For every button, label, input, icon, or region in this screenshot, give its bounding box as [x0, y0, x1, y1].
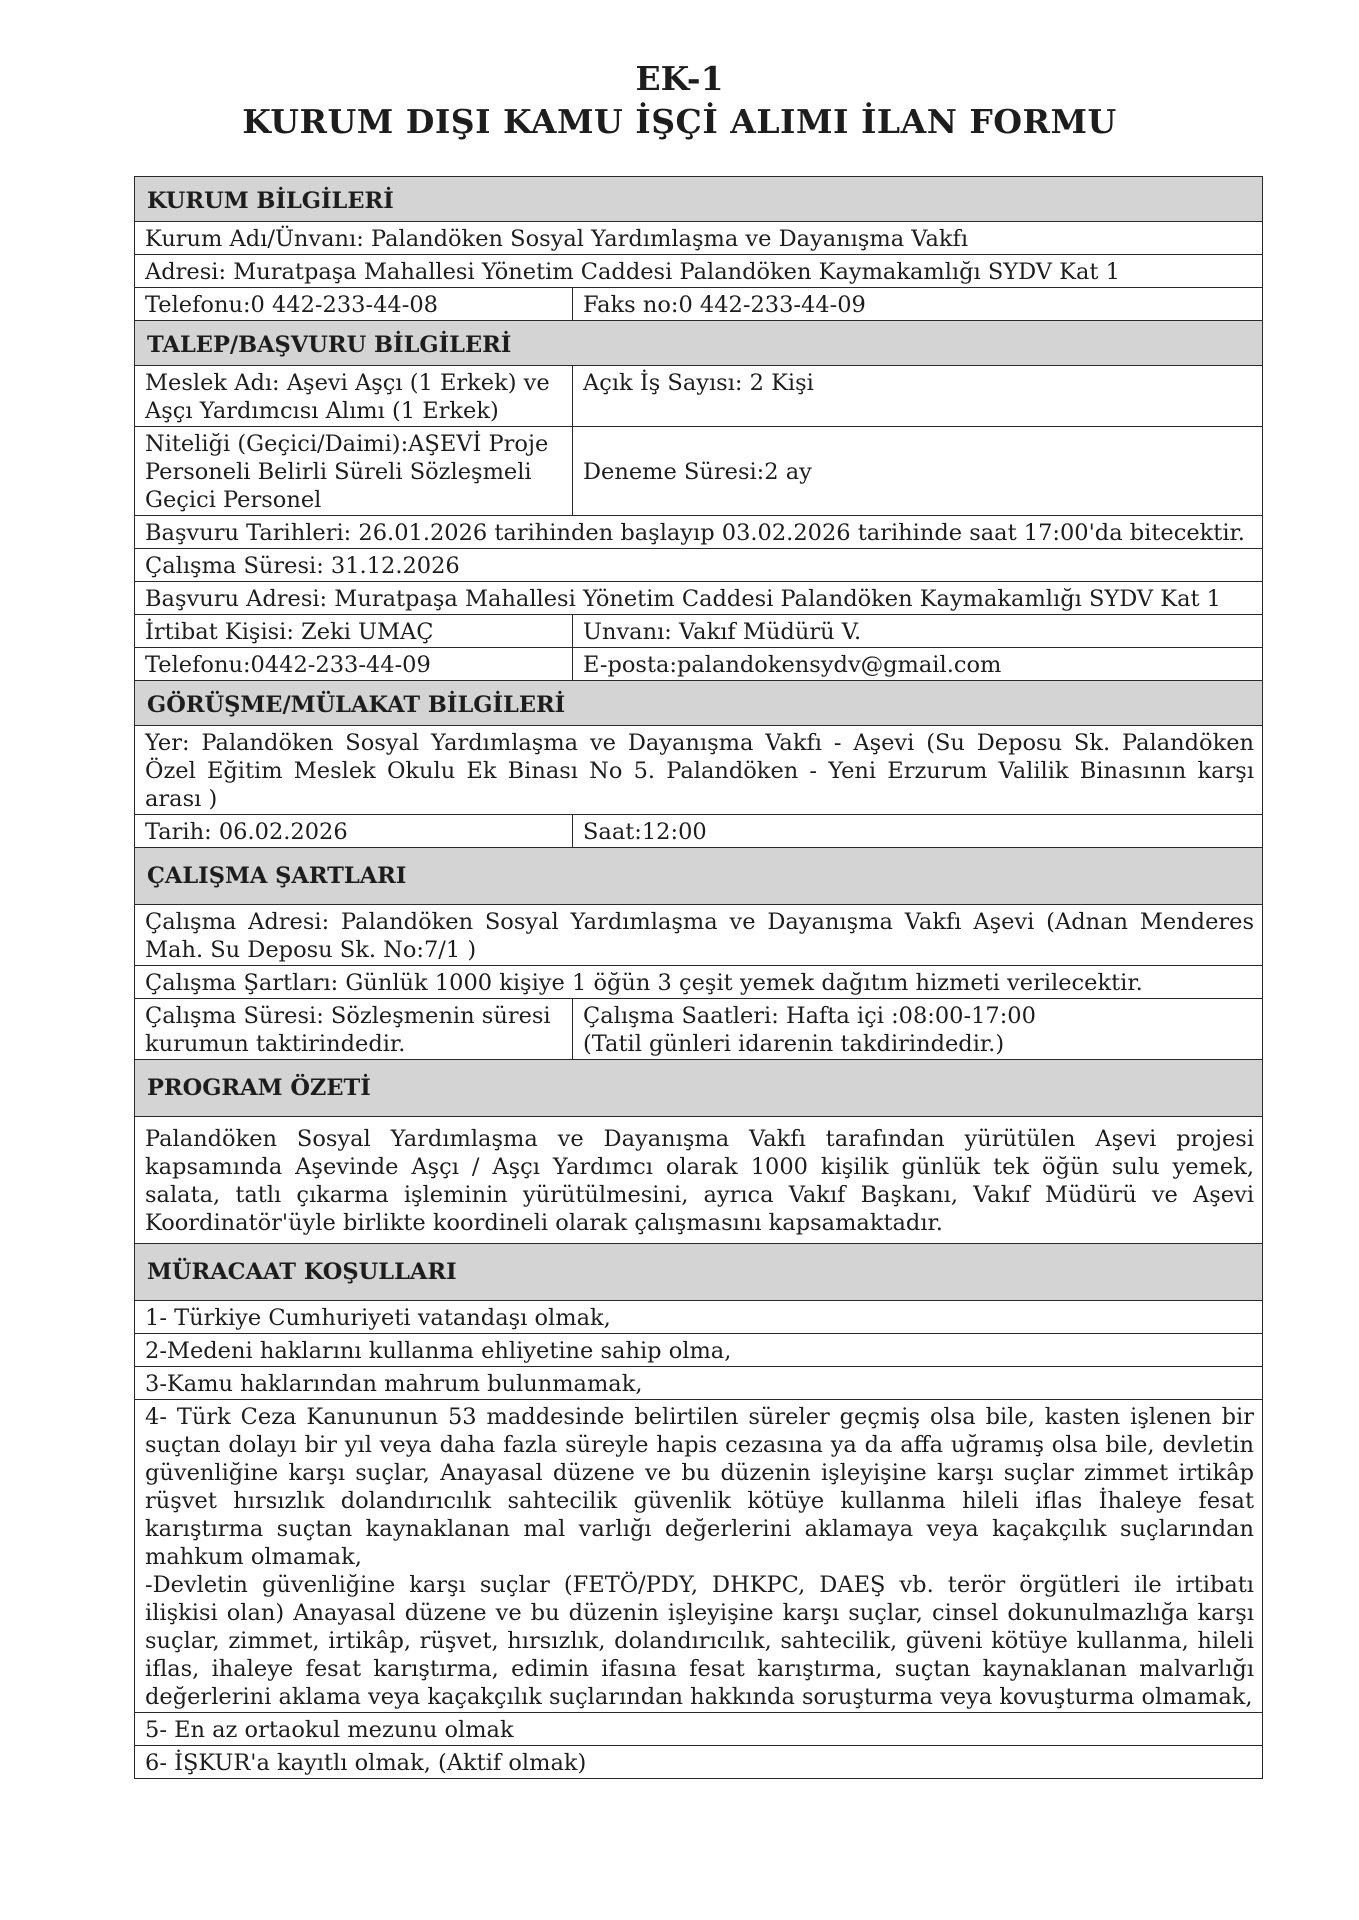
section-program-header — [135, 1060, 1263, 1117]
talep-nature-row — [135, 427, 1263, 516]
annex-label: EK-1 — [635, 59, 724, 98]
application-address-row — [135, 582, 1263, 615]
contact-person: İrtibat Kişisi: Zeki UMAÇ — [135, 615, 573, 648]
work-duration: Çalışma Süresi: 31.12.2026 — [135, 549, 1263, 582]
application-dates-row — [135, 516, 1263, 549]
announcement-form — [134, 176, 1263, 1779]
kurum-contact-row — [135, 288, 1263, 321]
holiday-note: (Tatil günleri idarenin takdirindedir.) — [583, 1031, 1005, 1057]
kurum-name: Kurum Adı/Ünvanı: Palandöken Sosyal Yardımlaşma ve Dayanışma Vakfı — [135, 222, 1263, 255]
work-address: Çalışma Adresi: Palandöken Sosyal Yardımlaşma ve Dayanışma Vakfı Aşevi (Adnan Menderes Mah. Su Deposu Sk. No:7/1 ) — [135, 905, 1263, 966]
condition-row — [135, 1367, 1263, 1400]
condition-4-text: 4- Türk Ceza Kanununun 53 maddesinde belirtilen süreler geçmiş olsa bile, kasten işlenen bir suçtan dolayı bir yıl veya daha fazla süreyle hapis cezasına ya da affa uğramış olsa bile, devletin güvenliğine karşı suçlar, Anayasal düzene ve bu düzenin işleyişine karşı suçlar zimmet irtikâp rüşvet hırsızlık dolandırıcılık sahtecilik güvenlik kötüye kullanma hileli iflas İhaleye fesat karıştırma suçtan kaynaklanan mal varlığı değerlerini aklamaya veya kaçakçılık suçlarından mahkum olmamak, — [145, 1404, 1255, 1570]
condition-5: 5- En az ortaokul mezunu olmak — [135, 1713, 1263, 1746]
condition-row — [135, 1334, 1263, 1367]
work-duration-row — [135, 549, 1263, 582]
program-summary-row — [135, 1117, 1263, 1244]
section-title: GÖRÜŞME/MÜLAKAT BİLGİLERİ — [135, 681, 1263, 726]
interview-place-row — [135, 726, 1263, 815]
condition-4 — [135, 1400, 1263, 1713]
contact-title: Unvanı: Vakıf Müdürü V. — [573, 615, 1263, 648]
open-positions: Açık İş Sayısı: 2 Kişi — [573, 366, 1263, 427]
work-conditions: Çalışma Şartları: Günlük 1000 kişiye 1 öğün 3 çeşit yemek dağıtım hizmeti verilecektir. — [135, 966, 1263, 999]
section-title: MÜRACAAT KOŞULLARI — [135, 1244, 1263, 1301]
employment-nature: Niteliği (Geçici/Daimi):AŞEVİ Proje Personeli Belirli Süreli Sözleşmeli Geçici Personel — [135, 427, 573, 516]
talep-profession-row — [135, 366, 1263, 427]
interview-place: Yer: Palandöken Sosyal Yardımlaşma ve Dayanışma Vakfı - Aşevi (Su Deposu Sk. Palandöken Özel Eğitim Meslek Okulu Ek Binası No 5. Palandöken - Yeni Erzurum Valilik Binasının karşı arası ) — [135, 726, 1263, 815]
condition-row — [135, 1400, 1263, 1713]
section-title: PROGRAM ÖZETİ — [135, 1060, 1263, 1117]
condition-row — [135, 1301, 1263, 1334]
work-conditions-row — [135, 966, 1263, 999]
document-title — [0, 58, 1359, 144]
kurum-name-row — [135, 222, 1263, 255]
work-address-row — [135, 905, 1263, 966]
application-dates: Başvuru Tarihleri: 26.01.2026 tarihinden başlayıp 03.02.2026 tarihinde saat 17:00'da bitecektir. — [135, 516, 1263, 549]
work-terms-row — [135, 999, 1263, 1060]
interview-date: Tarih: 06.02.2026 — [135, 815, 573, 848]
contact-details-row — [135, 648, 1263, 681]
condition-6: 6- İŞKUR'a kayıtlı olmak, (Aktif olmak) — [135, 1746, 1263, 1779]
work-hours — [573, 999, 1263, 1060]
condition-4-detail: -Devletin güvenliğine karşı suçlar (FETÖ/PDY, DHKPC, DAEŞ vb. terör örgütleri ile irtibatı ilişkisi olan) Anayasal düzene ve bu düzenin işleyişine karşı suçlar, cinsel dokunulmazlığa karşı suçlar, zimmet, irtikâp, rüşvet, hırsızlık, dolandırıcılık, sahtecilik, güveni kötüye kullanma, hileli iflas, ihaleye fesat karıştırma, edimin ifasına fesat karıştırma, suçtan kaynaklanan malvarlığı değerlerini aklama veya kaçakçılık suçlarından hakkında soruşturma veya kovuşturma olmamak, — [145, 1572, 1255, 1710]
interview-time-row — [135, 815, 1263, 848]
condition-row — [135, 1713, 1263, 1746]
interview-hour: Saat:12:00 — [573, 815, 1263, 848]
section-title: KURUM BİLGİLERİ — [135, 177, 1263, 222]
condition-row — [135, 1746, 1263, 1779]
probation-period: Deneme Süresi:2 ay — [573, 427, 1263, 516]
condition-3: 3-Kamu haklarından mahrum bulunmamak, — [135, 1367, 1263, 1400]
contact-phone: Telefonu:0442-233-44-09 — [135, 648, 573, 681]
section-talep-header — [135, 321, 1263, 366]
section-title: ÇALIŞMA ŞARTLARI — [135, 848, 1263, 905]
section-title: TALEP/BAŞVURU BİLGİLERİ — [135, 321, 1263, 366]
work-hours-line: Çalışma Saatleri: Hafta içi :08:00-17:00 — [583, 1003, 1036, 1029]
section-kurum-header — [135, 177, 1263, 222]
program-summary: Palandöken Sosyal Yardımlaşma ve Dayanışma Vakfı tarafından yürütülen Aşevi projesi kapsamında Aşevinde Aşçı / Aşçı Yardımcı olarak 1000 kişilik günlük tek öğün sulu yemek, salata, tatlı çıkarma işleminin yürütülmesini, ayrıca Vakıf Başkanı, Vakıf Müdürü ve Aşevi Koordinatör'üyle birlikte koordineli olarak çalışmasını kapsamaktadır. — [135, 1117, 1263, 1244]
contact-email: E-posta:palandokensydv@gmail.com — [573, 648, 1263, 681]
kurum-phone: Telefonu:0 442-233-44-08 — [135, 288, 573, 321]
section-muracaat-header — [135, 1244, 1263, 1301]
profession: Meslek Adı: Aşevi Aşçı (1 Erkek) ve Aşçı Yardımcısı Alımı (1 Erkek) — [135, 366, 573, 427]
condition-1: 1- Türkiye Cumhuriyeti vatandaşı olmak, — [135, 1301, 1263, 1334]
contract-duration: Çalışma Süresi: Sözleşmenin süresi kurumun taktirindedir. — [135, 999, 573, 1060]
section-gorusme-header — [135, 681, 1263, 726]
application-address: Başvuru Adresi: Muratpaşa Mahallesi Yönetim Caddesi Palandöken Kaymakamlığı SYDV Kat 1 — [135, 582, 1263, 615]
condition-2: 2-Medeni haklarını kullanma ehliyetine sahip olma, — [135, 1334, 1263, 1367]
kurum-address: Adresi: Muratpaşa Mahallesi Yönetim Caddesi Palandöken Kaymakamlığı SYDV Kat 1 — [135, 255, 1263, 288]
kurum-address-row — [135, 255, 1263, 288]
form-title: KURUM DIŞI KAMU İŞÇİ ALIMI İLAN FORMU — [242, 102, 1117, 141]
section-calisma-header — [135, 848, 1263, 905]
kurum-fax: Faks no:0 442-233-44-09 — [573, 288, 1263, 321]
contact-person-row — [135, 615, 1263, 648]
